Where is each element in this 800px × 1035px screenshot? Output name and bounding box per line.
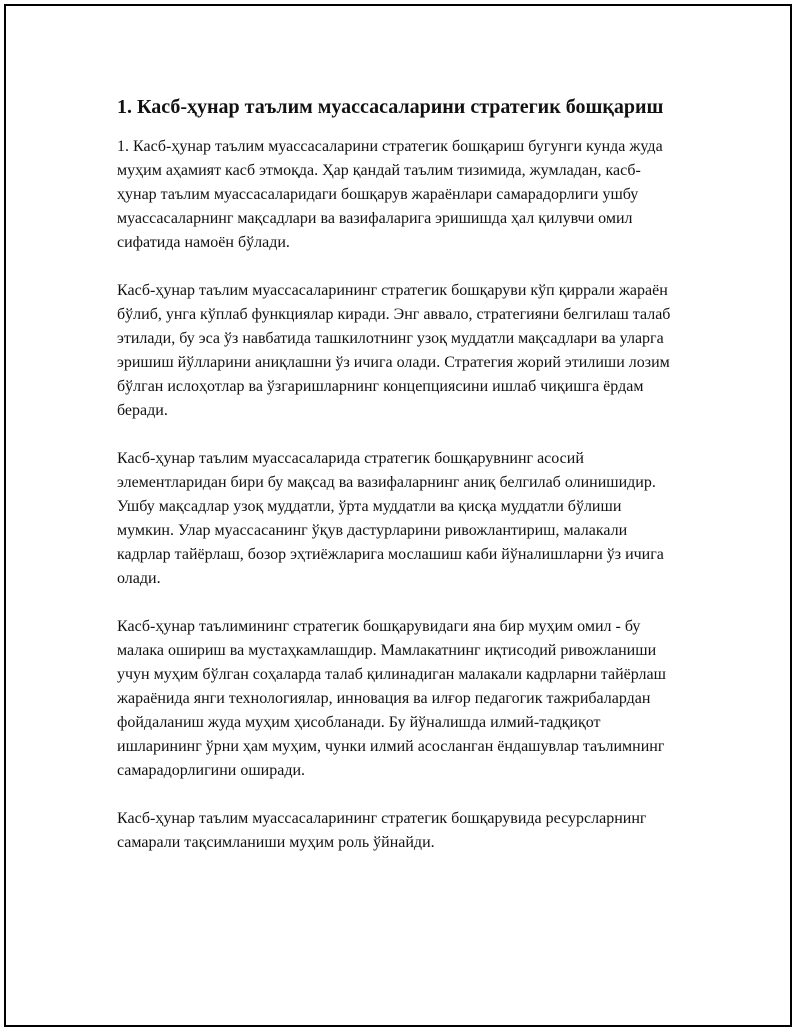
paragraph-3: Касб-ҳунар таълим муассасаларида стратегик бошқарувнинг асосий элементларидан бири бу мақсад ва вазифаларнинг аниқ белгилаб олинишидир. Ушбу мақсадлар узоқ муддатли, ўрта муддатли ва қисқа муддатли бўлиши мумкин. Улар муассасанинг ўқув дастурларини ривожлантириш, малакали кадрлар тайёрлаш, бозор эҳтиёжларига мослашиш каби йўналишларни ўз ичига олади.: [117, 450, 664, 587]
paragraph-4: Касб-ҳунар таълимининг стратегик бошқарувидаги яна бир муҳим омил - бу малака ошириш ва мустаҳкамлашдир. Мамлакатнинг иқтисодий ривожланиши учун муҳим бўлган соҳаларда талаб қилинадиган малакали кадрларни тайёрлаш жараёнида янги технологиялар, инновация ва илғор педагогик тажрибалардан фойдаланиш жуда муҳим ҳисобланади. Бу йўналишда илмий-тадқиқот ишларининг ўрни ҳам муҳим, чунки илмий асосланган ёндашувлар таълимнинг самарадорлигини оширади.: [117, 618, 666, 779]
paragraph-2: Касб-ҳунар таълим муассасаларининг стратегик бошқаруви кўп қиррали жараён бўлиб, унга кўплаб функциялар киради. Энг аввало, стратегияни белгилаш талаб этилади, бу эса ўз навбатида ташкилотнинг узоқ муддатли мақсадлари ва уларга эришиш йўлларини аниқлашни ўз ичига олади. Стратегия жорий этилиши лозим бўлган ислоҳотлар ва ўзгаришларнинг концепциясини ишлаб чиқишга ёрдам беради.: [117, 282, 671, 419]
paragraph-5: Касб-ҳунар таълим муассасаларининг стратегик бошқарувида ресурсларнинг самарали тақсимланиши муҳим роль ўйнайди.: [117, 810, 647, 851]
paragraph-1: 1. Касб-ҳунар таълим муассасаларини стратегик бошқариш бугунги кунда жуда муҳим аҳамият касб этмоқда. Ҳар қандай таълим тизимида, жумладан, касб-ҳунар таълим муассасаларидаги бошқарув жараёнлари самарадорлиги ушбу муассасаларнинг мақсадлари ва вазифаларига эришишда ҳал қилувчи омил сифатида намоён бўлади.: [117, 138, 663, 251]
document-body: [117, 93, 677, 879]
document-title: 1. Касб-ҳунар таълим муассасаларини стратегик бошқариш: [117, 96, 664, 118]
